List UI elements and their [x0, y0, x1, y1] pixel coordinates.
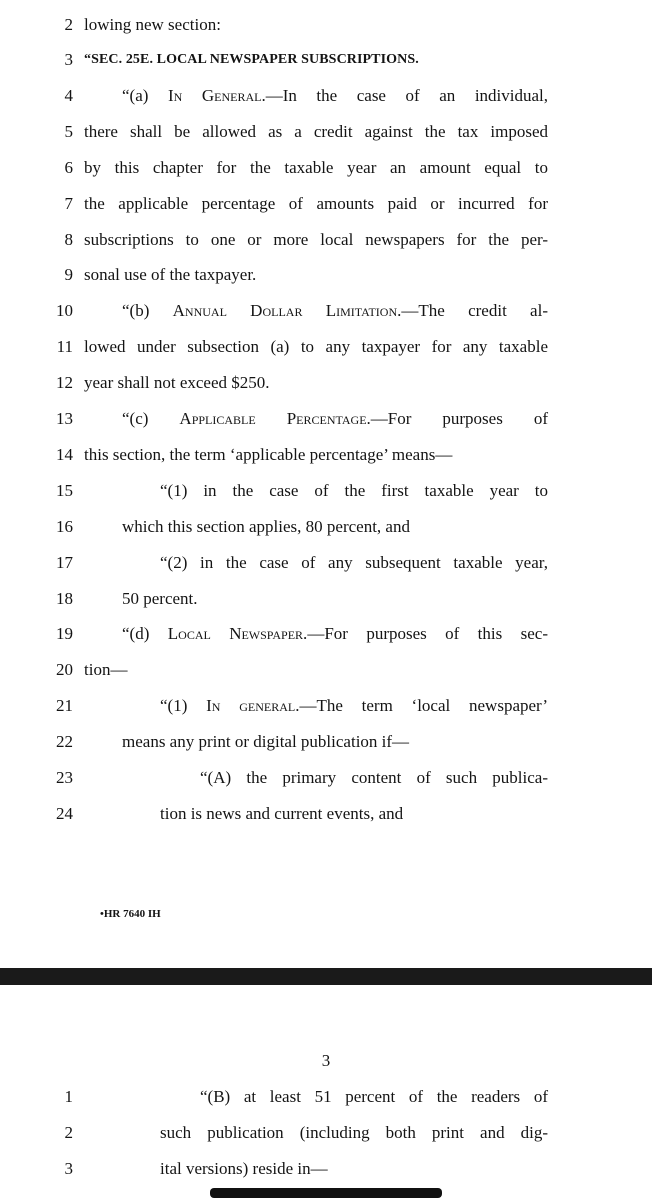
subsection-label: “(d)	[122, 624, 168, 643]
line-text: sonal use of the taxpayer.	[84, 265, 257, 284]
bill-footer-id: •HR 7640 IH	[100, 908, 161, 920]
bill-line	[0, 1118, 652, 1148]
subsection-heading: Local Newspaper.	[167, 624, 308, 643]
line-number: 24	[56, 804, 73, 823]
line-text	[122, 619, 548, 649]
bill-line	[0, 691, 652, 721]
line-number: 11	[56, 337, 73, 356]
bill-line	[0, 548, 652, 578]
line-text	[122, 296, 548, 326]
bill-page-3	[0, 985, 652, 1200]
bill-line	[0, 476, 652, 506]
line-number: 8	[64, 230, 73, 249]
line-number: 16	[56, 517, 73, 536]
bill-line	[0, 727, 652, 757]
line-text: by this chapter for the taxable year an amount equal to	[84, 158, 548, 177]
line-number: 19	[56, 624, 73, 643]
bill-line	[0, 117, 652, 147]
subsection-heading: In General.	[167, 86, 266, 105]
bill-line	[0, 799, 652, 829]
line-text	[122, 404, 548, 434]
line-number: 9	[64, 265, 73, 284]
subsection-label: “(a)	[122, 86, 168, 105]
section-heading: “SEC. 25E. LOCAL NEWSPAPER SUBSCRIPTIONS.	[84, 52, 419, 67]
line-text	[160, 691, 548, 721]
line-number: 12	[56, 373, 73, 392]
line-number: 23	[56, 768, 73, 787]
bill-line	[0, 440, 652, 470]
bill-line	[0, 1154, 652, 1184]
line-text: tion is news and current events, and	[160, 804, 404, 823]
bill-line	[0, 404, 652, 434]
line-number: 18	[56, 589, 73, 608]
line-text: subscriptions to one or more local newspapers for the per-	[84, 230, 548, 249]
bill-line	[0, 153, 652, 183]
line-text: ital versions) reside in—	[160, 1159, 328, 1178]
bill-line	[0, 763, 652, 793]
bill-line	[0, 81, 652, 111]
line-number: 6	[64, 158, 73, 177]
bill-line	[0, 225, 652, 255]
line-number: 2	[64, 15, 73, 34]
bill-line	[0, 368, 652, 398]
bill-line	[0, 655, 652, 685]
line-number: 17	[56, 553, 73, 572]
line-text-rest: —For purposes of	[370, 409, 548, 428]
line-number: 21	[56, 696, 73, 715]
line-text-rest: —For purposes of this sec-	[307, 624, 548, 643]
page-separator	[0, 968, 652, 985]
line-text: “(2) in the case of any subsequent taxable year,	[160, 553, 548, 572]
line-number: 3	[64, 1159, 73, 1178]
page-number: 3	[321, 1051, 331, 1070]
line-text: “(B) at least 51 percent of the readers of	[200, 1087, 548, 1106]
line-text: this section, the term ‘applicable percentage’ means—	[84, 445, 453, 464]
line-number: 14	[56, 445, 73, 464]
bill-line	[0, 584, 652, 614]
line-text	[122, 81, 548, 111]
subsection-label: “(b)	[122, 301, 173, 320]
line-number: 3	[64, 50, 73, 69]
line-text: there shall be allowed as a credit against the tax imposed	[84, 122, 548, 141]
bill-line	[0, 10, 652, 40]
bill-line	[0, 189, 652, 219]
line-number: 22	[56, 732, 73, 751]
subsection-heading: Annual Dollar Limitation.	[172, 301, 402, 320]
line-text-rest: —The credit al-	[401, 301, 548, 320]
bill-line	[0, 512, 652, 542]
redaction-bar	[210, 1188, 442, 1198]
paragraph-heading: In general.	[206, 696, 300, 715]
bill-line	[0, 296, 652, 326]
line-text: 50 percent.	[122, 589, 198, 608]
line-number: 1	[64, 1087, 73, 1106]
line-text: “(A) the primary content of such publica-	[200, 768, 548, 787]
line-text-rest: —The term ‘local newspaper’	[299, 696, 548, 715]
line-text: means any print or digital publication if—	[122, 732, 410, 751]
bill-line	[0, 1082, 652, 1112]
line-number: 5	[64, 122, 73, 141]
line-text: year shall not exceed $250.	[84, 373, 270, 392]
line-text: the applicable percentage of amounts paid or incurred for	[84, 194, 548, 213]
line-number: 15	[56, 481, 73, 500]
paragraph-label: “(1)	[160, 696, 207, 715]
line-text: tion—	[84, 660, 128, 679]
line-text: “(1) in the case of the first taxable year to	[160, 481, 548, 500]
section-heading-line	[0, 45, 652, 75]
bill-line	[0, 619, 652, 649]
line-text: lowing new section:	[84, 15, 221, 34]
line-number: 10	[56, 301, 73, 320]
line-number: 13	[56, 409, 73, 428]
line-number: 2	[64, 1123, 73, 1142]
line-text: which this section applies, 80 percent, and	[122, 517, 410, 536]
line-text: lowed under subsection (a) to any taxpayer for any taxable	[84, 337, 548, 356]
line-text-rest: —In the case of an individual,	[265, 86, 549, 105]
bill-line	[0, 332, 652, 362]
subsection-heading: Applicable Percentage.	[179, 409, 371, 428]
line-number: 4	[64, 86, 73, 105]
line-number: 7	[64, 194, 73, 213]
line-text: such publication (including both print and dig-	[160, 1123, 548, 1142]
subsection-label: “(c)	[122, 409, 180, 428]
bill-line	[0, 260, 652, 290]
line-number: 20	[56, 660, 73, 679]
